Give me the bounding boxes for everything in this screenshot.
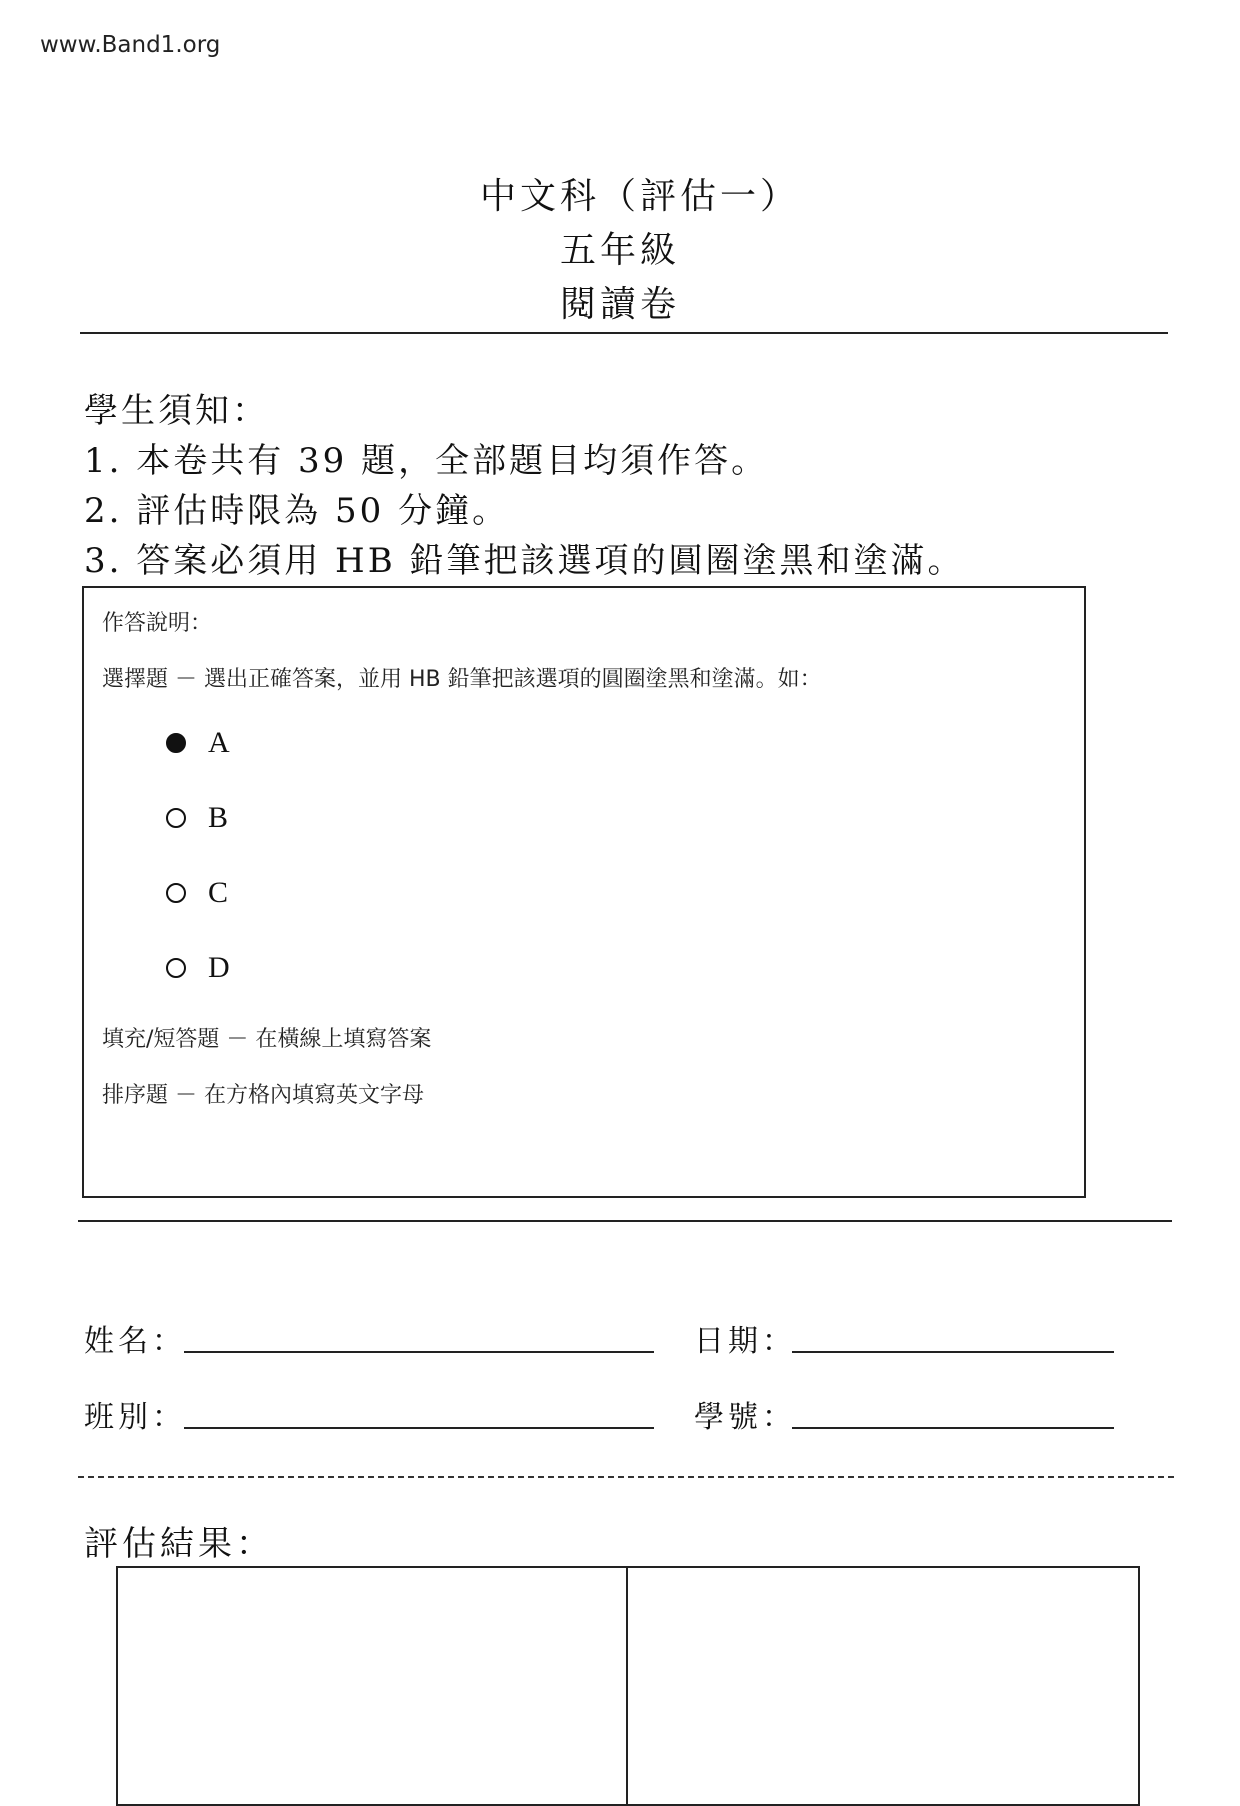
result-table: [116, 1566, 1140, 1806]
option-letter: A: [208, 726, 230, 759]
title-block: [0, 170, 1240, 332]
grade-title: 五年級: [559, 230, 680, 271]
date-line[interactable]: [792, 1351, 1114, 1353]
paper-title: 閱讀卷: [559, 284, 680, 325]
notice-item: 3. 答案必須用 HB 鉛筆把該選項的圓圈塗黑和塗滿。: [84, 541, 965, 581]
notice-item: 2. 評估時限為 50 分鐘。: [84, 491, 510, 531]
example-option-b: [166, 803, 228, 833]
instructions-heading: 作答說明：: [102, 611, 213, 636]
title-divider: [80, 332, 1168, 334]
option-letter: D: [208, 951, 230, 984]
student-number-line[interactable]: [792, 1427, 1114, 1429]
example-option-c: [166, 878, 228, 908]
fill-instruction: 填充/短答題 － 在橫線上填寫答案: [102, 1027, 432, 1052]
notice-heading: 學生須知：: [84, 391, 269, 431]
empty-bubble-icon: [166, 883, 186, 903]
option-letter: C: [208, 876, 229, 909]
class-line[interactable]: [184, 1427, 654, 1429]
order-instruction: 排序題 － 在方格內填寫英文字母: [102, 1083, 424, 1108]
notice-item: 1. 本卷共有 39 題，全部題目均須作答。: [84, 441, 769, 481]
example-option-d: [166, 953, 230, 983]
cut-line: [78, 1476, 1174, 1478]
example-option-a: [166, 728, 230, 758]
empty-bubble-icon: [166, 958, 186, 978]
class-label: 班別：: [84, 1400, 186, 1435]
mc-instruction: 選擇題 － 選出正確答案，並用 HB 鉛筆把該選項的圓圈塗黑和塗滿。如：: [102, 667, 822, 692]
student-notice: [84, 386, 965, 586]
name-label: 姓名：: [84, 1324, 186, 1359]
instructions-box: [82, 586, 1086, 1198]
date-label: 日期：: [694, 1324, 796, 1359]
section-divider: [78, 1220, 1172, 1222]
subject-title: 中文科（評估一）: [479, 176, 800, 217]
name-line[interactable]: [184, 1351, 654, 1353]
result-table-divider: [626, 1568, 628, 1804]
empty-bubble-icon: [166, 808, 186, 828]
filled-bubble-icon: [166, 733, 186, 753]
option-letter: B: [208, 801, 229, 834]
result-heading: 評估結果：: [84, 1524, 274, 1564]
watermark-url: www.Band1.org: [40, 32, 221, 58]
student-number-label: 學號：: [694, 1400, 796, 1435]
